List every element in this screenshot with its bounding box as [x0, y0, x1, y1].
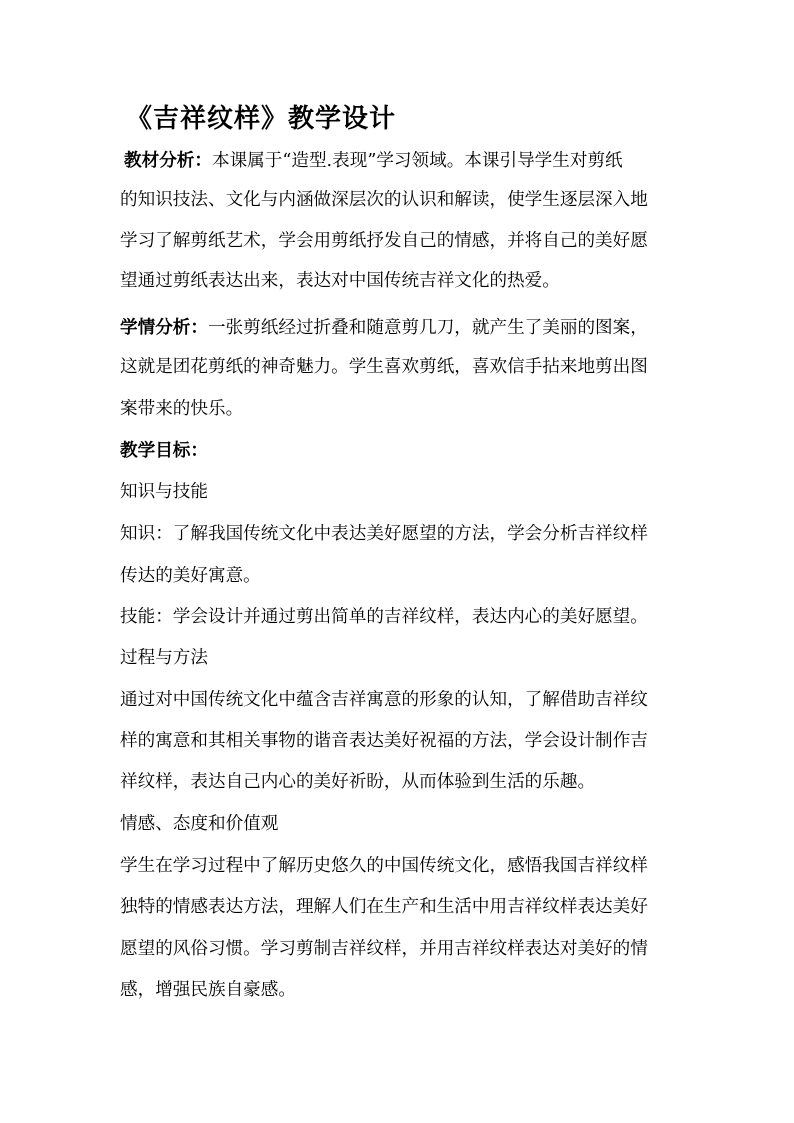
material-analysis-line-1	[124, 150, 623, 172]
student-analysis-line-3: 案带来的快乐。	[120, 399, 244, 419]
process-line-1: 通过对中国传统文化中蕴含吉祥寓意的形象的认知，了解借助吉祥纹	[120, 690, 648, 710]
emotion-values-heading: 情感、态度和价值观	[120, 814, 279, 834]
knowledge-line-1: 知识：了解我国传统文化中表达美好愿望的方法，学会分析吉祥纹样	[120, 524, 648, 544]
document-title: 《吉祥纹样》教学设计	[126, 104, 397, 134]
process-line-2: 样的寓意和其相关事物的谐音表达美好祝福的方法，学会设计制作吉	[120, 731, 648, 751]
material-analysis-line-3: 学习了解剪纸艺术，学会用剪纸抒发自己的情感，并将自己的美好愿	[120, 231, 648, 251]
emotion-line-3: 愿望的风俗习惯。学习剪制吉祥纹样，并用吉祥纹样表达对美好的情	[120, 939, 648, 959]
teaching-goals-heading: 教学目标：	[120, 440, 208, 461]
student-analysis-text-1: 一张剪纸经过折叠和随意剪几刀，就产生了美丽的图案，	[207, 318, 648, 338]
student-analysis-line-1	[120, 317, 648, 339]
emotion-line-4: 感，增强民族自豪感。	[120, 980, 296, 1000]
process-methods-heading: 过程与方法	[120, 648, 208, 668]
process-line-3: 祥纹样，表达自己内心的美好祈盼，从而体验到生活的乐趣。	[120, 772, 596, 792]
knowledge-skills-heading: 知识与技能	[120, 482, 208, 502]
skill-line: 技能：学会设计并通过剪出简单的吉祥纹样，表达内心的美好愿望。	[120, 607, 648, 627]
emotion-line-1: 学生在学习过程中了解历史悠久的中国传统文化，感悟我国吉祥纹样	[120, 856, 648, 876]
material-analysis-text-1: 本课属于“造型.表现”学习领域。本课引导学生对剪纸	[211, 151, 623, 171]
material-analysis-line-4: 望通过剪纸表达出来，表达对中国传统吉祥文化的热爱。	[120, 271, 560, 291]
student-analysis-label: 学情分析：	[120, 317, 208, 338]
material-analysis-line-2: 的知识技法、文化与内涵做深层次的认识和解读，使学生逐层深入地	[120, 190, 648, 210]
emotion-line-2: 独特的情感表达方法，理解人们在生产和生活中用吉祥纹样表达美好	[120, 897, 648, 917]
student-analysis-line-2: 这就是团花剪纸的神奇魅力。学生喜欢剪纸，喜欢信手拈来地剪出图	[120, 357, 648, 377]
material-analysis-label: 教材分析：	[124, 150, 212, 171]
knowledge-line-2: 传达的美好寓意。	[120, 566, 261, 586]
